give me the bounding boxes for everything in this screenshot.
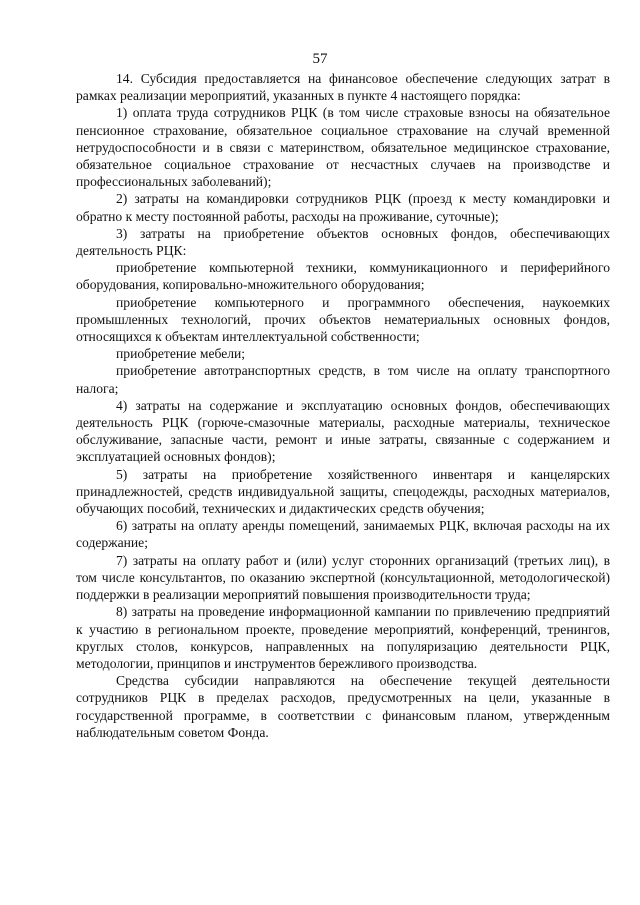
paragraph-subsidy-funds: Средства субсидии направляются на обеспечение текущей деятельности сотрудников РЦК в пределах расходов, предусмотренных на цели, указанные в государственной программе, в соответствии с финансовым планом, утвержденным наблюдательным советом Фонда. (76, 673, 610, 740)
paragraph-subitem-7: 7) затраты на оплату работ и (или) услуг сторонних организаций (третьих лиц), в том числе консультантов, по оказанию экспертной (консультационной, методологической) поддержки в реализации мероприятий повышения производительности труда; (76, 552, 610, 603)
paragraph-subitem-8: 8) затраты на проведение информационной кампании по привлечению предприятий к участию в региональном проекте, проведение мероприятий, конференций, тренингов, круглых столов, конкурсов, направленных на популяризацию деятельности РЦК, методологии, принципов и инструментов бережливого производства. (76, 604, 610, 671)
paragraph-software: приобретение компьютерного и программного обеспечения, наукоемких промышленных технологий, прочих объектов нематериальных основных фондов, относящихся к объектам интеллектуальной собственности; (76, 294, 610, 345)
paragraph-vehicles: приобретение автотранспортных средств, в том числе на оплату транспортного налога; (76, 363, 610, 396)
page-number: 57 (312, 51, 328, 67)
paragraph-computer-equipment: приобретение компьютерной техники, коммуникационного и периферийного оборудования, копировально-множительного оборудования; (76, 260, 610, 293)
paragraph-item-14: 14. Субсидия предоставляется на финансовое обеспечение следующих затрат в рамках реализации мероприятий, указанных в пункте 4 настоящего порядка: (76, 71, 610, 104)
paragraph-subitem-5: 5) затраты на приобретение хозяйственного инвентаря и канцелярских принадлежностей, средств индивидуальной защиты, спецодежды, расходных материалов, обучающих пособий, технических и дидактических средств обучения; (76, 466, 610, 517)
paragraph-subitem-4: 4) затраты на содержание и эксплуатацию основных фондов, обеспечивающих деятельность РЦК (горюче-смазочные материалы, расходные материалы, техническое обслуживание, запасные части, ремонт и иные затраты, связанные с содержанием и эксплуатацией основных фондов); (76, 397, 610, 465)
paragraph-subitem-6: 6) затраты на оплату аренды помещений, занимаемых РЦК, включая расходы на их содержание; (76, 518, 610, 551)
document-body (76, 70, 610, 741)
paragraph-subitem-1: 1) оплата труда сотрудников РЦК (в том числе страховые взносы на обязательное пенсионное страхование, обязательное социальное страхование на случай временной нетрудоспособности и в связи с материнством, обязательное медицинское страхование, обязательное социальное страхование от несчастных случаев на производстве и профессиональных заболеваний); (76, 105, 610, 190)
paragraph-furniture: приобретение мебели; (116, 346, 246, 362)
paragraph-subitem-3: 3) затраты на приобретение объектов основных фондов, обеспечивающих деятельность РЦК: (76, 225, 610, 259)
paragraph-subitem-2: 2) затраты на командировки сотрудников РЦК (проезд к месту командировки и обратно к месту постоянной работы, расходы на проживание, суточные); (76, 191, 610, 224)
